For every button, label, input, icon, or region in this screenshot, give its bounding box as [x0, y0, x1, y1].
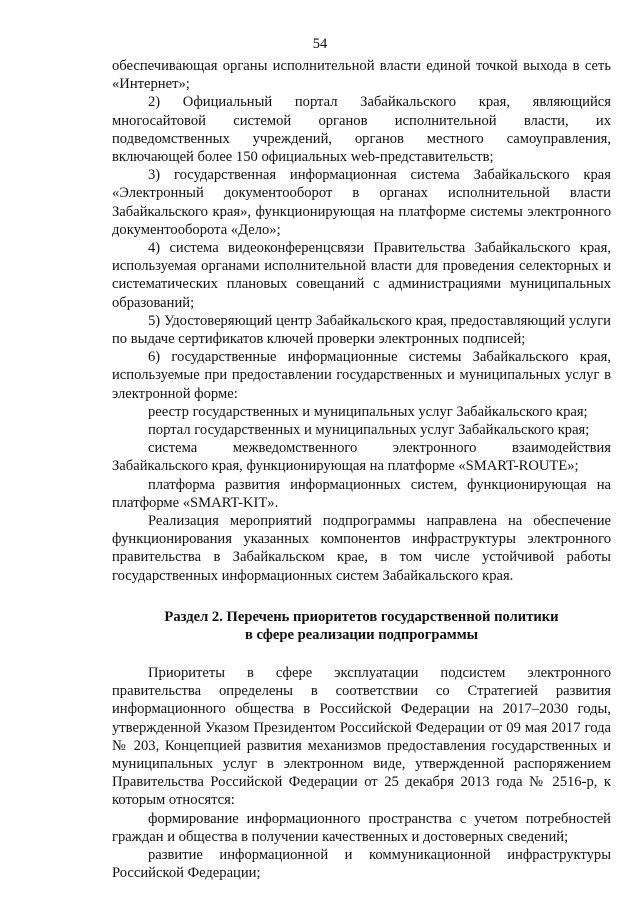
list-item: 5) Удостоверяющий центр Забайкальского края, предоставляющий услуги по выдаче сертификатов ключей проверки электронных подписей; [112, 312, 611, 348]
paragraph: Реализация мероприятий подпрограммы направлена на обеспечение функционирования указанных компонентов инфраструктуры электронного правительства в Забайкальском крае, в том числе устойчивой работы государственных информационных систем Забайкальского края. [112, 513, 611, 584]
list-item: 3) государственная информационная система Забайкальского края «Электронный документооборот в органах исполнительной власти Забайкальского края», функционирующая на платформе системы электронного документооборота «Дело»; [112, 167, 611, 238]
sub-item: портал государственных и муниципальных услуг Забайкальского края; [148, 422, 590, 439]
list-item: формирование информационного пространства с учетом потребностей граждан и общества в получении качественных и достоверных сведений; [112, 810, 611, 845]
section-heading-line2: в сфере реализации подпрограммы [244, 626, 479, 643]
paragraphs-bottom [112, 664, 611, 882]
section-heading-line1: Раздел 2. Перечень приоритетов государственной политики [164, 608, 559, 625]
sub-item: система межведомственного электронного взаимодействия Забайкальского края, функционирующая на платформе «SMART-ROUTE»; [112, 440, 611, 475]
list-item: 2) Официальный портал Забайкальского края, являющийся многосайтовой системой органов исполнительной власти, их подведомственных учреждений, органов местного самоуправления, включающей более 150 официальных web-представительств; [112, 94, 611, 166]
page-number: 54 [312, 36, 328, 52]
sub-item: реестр государственных и муниципальных услуг Забайкальского края; [148, 403, 588, 420]
list-item: развитие информационной и коммуникационной инфраструктуры Российской Федерации; [112, 846, 611, 882]
list-item: 6) государственные информационные системы Забайкальского края, используемые при предоставлении государственных и муниципальных услуг в электронной форме: [112, 349, 611, 402]
section-heading [112, 608, 611, 644]
paragraph: Приоритеты в сфере эксплуатации подсистем электронного правительства определены в соответствии со Стратегией развития информационного общества в Российской Федерации на 2017–2030 годы, утвержденной Указом Президентом Российской Федерации от 09 мая 2017 года № 203, Концепцией развития механизмов предоставления государственных и муниципальных услуг в электронном виде, утвержденной распоряжением Правительства Российской Федерации от 25 декабря 2013 года № 2516-р, к которым относятся: [112, 664, 611, 809]
paragraphs-top [112, 57, 611, 585]
document-body [112, 57, 611, 882]
list-item: 4) система видеоконференцсвязи Правительства Забайкальского края, используемая органами исполнительной власти для проведения селекторных и систематических плановых совещаний с администрациями муниципальных образований; [112, 240, 611, 311]
sub-item: платформа развития информационных систем, функционирующая на платформе «SMART-KIT». [112, 476, 611, 511]
paragraph: обеспечивающая органы исполнительной власти единой точкой выхода в сеть «Интернет»; [112, 58, 611, 93]
